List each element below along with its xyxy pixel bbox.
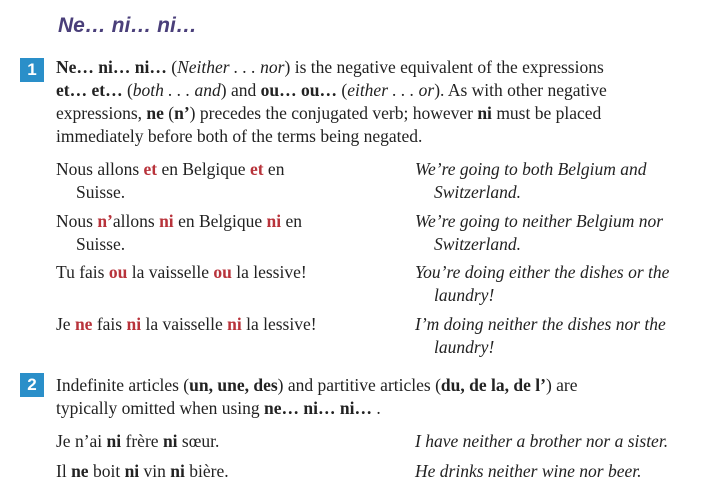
highlighted-word: ou bbox=[108, 262, 128, 282]
english-line: laundry! bbox=[434, 285, 495, 305]
bold-term: ni bbox=[162, 431, 178, 451]
paragraph-line bbox=[56, 102, 720, 125]
text-segment: Il bbox=[56, 461, 72, 481]
text-segment: sœur. bbox=[177, 431, 220, 451]
english-line: Switzerland. bbox=[434, 234, 522, 254]
bold-term: ne bbox=[146, 103, 164, 123]
highlighted-word: ne bbox=[74, 314, 93, 334]
french-example bbox=[56, 460, 406, 483]
text-segment: . bbox=[371, 398, 381, 418]
paragraph-line bbox=[56, 56, 720, 79]
english-translation bbox=[415, 210, 720, 256]
bold-term: ni bbox=[477, 103, 492, 123]
bold-term: et… et… bbox=[56, 80, 123, 100]
section-2-explanation bbox=[56, 374, 720, 420]
text-segment: boit bbox=[88, 461, 125, 481]
french-example bbox=[56, 430, 406, 453]
highlighted-word: et bbox=[143, 159, 158, 179]
french-example bbox=[56, 261, 406, 284]
english-line: I’m doing neither the dishes nor the bbox=[415, 314, 666, 334]
text-segment: Nous allons bbox=[56, 159, 144, 179]
italic-gloss: both . . . and bbox=[132, 80, 221, 100]
text-segment: la lessive! bbox=[241, 314, 317, 334]
text-segment: ( bbox=[166, 57, 178, 77]
text-segment: ) are bbox=[545, 375, 578, 395]
text-segment: Indefinite articles ( bbox=[56, 375, 190, 395]
english-line: He drinks neither wine nor beer. bbox=[415, 461, 642, 481]
text-segment: ) precedes the conjugated verb; however bbox=[189, 103, 478, 123]
highlighted-word: ni bbox=[126, 314, 142, 334]
text-segment: expressions, bbox=[56, 103, 147, 123]
text-segment: ) and partitive articles ( bbox=[277, 375, 441, 395]
french-line bbox=[56, 313, 406, 336]
text-segment: en Belgique bbox=[173, 211, 267, 231]
french-line bbox=[56, 158, 406, 181]
text-segment: Nous bbox=[56, 211, 98, 231]
english-line: laundry! bbox=[434, 337, 495, 357]
french-line bbox=[56, 210, 406, 233]
bold-term: ne bbox=[71, 461, 89, 481]
text-segment: Suisse. bbox=[76, 182, 126, 202]
text-segment: frère bbox=[121, 431, 163, 451]
text-segment: typically omitted when using bbox=[56, 398, 265, 418]
bold-term: ne… ni… ni… bbox=[264, 398, 372, 418]
english-line: We’re going to both Belgium and bbox=[415, 159, 647, 179]
highlighted-word: ou bbox=[213, 262, 232, 282]
french-example bbox=[56, 210, 406, 256]
french-line bbox=[56, 181, 406, 204]
text-segment: fais bbox=[92, 314, 127, 334]
english-line: You’re doing either the dishes or the bbox=[415, 262, 670, 282]
english-translation bbox=[415, 430, 720, 453]
french-example bbox=[56, 158, 406, 204]
text-segment: immediately before both of the terms being negated. bbox=[56, 126, 423, 146]
text-segment: Je n’ai bbox=[56, 431, 107, 451]
text-segment: bière. bbox=[184, 461, 229, 481]
section-1-explanation bbox=[56, 56, 720, 148]
text-segment: vin bbox=[139, 461, 171, 481]
paragraph-line bbox=[56, 125, 720, 148]
text-segment: allons bbox=[112, 211, 160, 231]
text-segment: ( bbox=[163, 103, 175, 123]
english-line: I have neither a brother nor a sister. bbox=[415, 431, 669, 451]
text-segment: la vaisselle bbox=[141, 314, 228, 334]
highlighted-word: ni bbox=[159, 211, 174, 231]
highlighted-word: et bbox=[249, 159, 264, 179]
bold-term: Ne… ni… ni… bbox=[56, 57, 167, 77]
text-segment: ( bbox=[122, 80, 133, 100]
page-title: Ne… ni… ni… bbox=[58, 14, 197, 37]
italic-gloss: Neither . . . nor bbox=[177, 57, 285, 77]
english-translation bbox=[415, 158, 720, 204]
text-segment: ). As with other negative bbox=[434, 80, 607, 100]
english-translation bbox=[415, 313, 720, 359]
bold-term: ni bbox=[106, 431, 122, 451]
text-segment: must be placed bbox=[491, 103, 602, 123]
french-example bbox=[56, 313, 406, 336]
section-number-badge: 1 bbox=[20, 58, 44, 82]
bold-term: du, de la, de l’ bbox=[440, 375, 546, 395]
highlighted-word: ni bbox=[266, 211, 282, 231]
french-line bbox=[56, 233, 406, 256]
paragraph-line bbox=[56, 397, 720, 420]
french-line bbox=[56, 430, 406, 453]
french-line bbox=[56, 261, 406, 284]
bold-term: un, une, des bbox=[189, 375, 278, 395]
english-translation bbox=[415, 460, 720, 483]
bold-term: ni bbox=[124, 461, 140, 481]
text-segment: Suisse. bbox=[76, 234, 126, 254]
text-segment: la lessive! bbox=[231, 262, 307, 282]
bold-term: ni bbox=[170, 461, 185, 481]
english-line: We’re going to neither Belgium nor bbox=[415, 211, 664, 231]
text-segment: en Belgique bbox=[157, 159, 250, 179]
text-segment: ( bbox=[336, 80, 348, 100]
text-segment: ) and bbox=[220, 80, 261, 100]
highlighted-word: n’ bbox=[97, 211, 113, 231]
bold-term: ou… ou… bbox=[260, 80, 337, 100]
text-segment: en bbox=[281, 211, 303, 231]
paragraph-line bbox=[56, 79, 720, 102]
french-line bbox=[56, 460, 406, 483]
highlighted-word: ni bbox=[227, 314, 242, 334]
text-segment: en bbox=[263, 159, 285, 179]
text-segment: Tu fais bbox=[56, 262, 109, 282]
section-number-badge: 2 bbox=[20, 373, 44, 397]
italic-gloss: either . . . or bbox=[347, 80, 435, 100]
english-translation bbox=[415, 261, 720, 307]
text-segment: la vaisselle bbox=[127, 262, 214, 282]
bold-term: n’ bbox=[174, 103, 190, 123]
english-line: Switzerland. bbox=[434, 182, 522, 202]
text-segment: Je bbox=[56, 314, 75, 334]
paragraph-line bbox=[56, 374, 720, 397]
text-segment: ) is the negative equivalent of the expressions bbox=[284, 57, 604, 77]
